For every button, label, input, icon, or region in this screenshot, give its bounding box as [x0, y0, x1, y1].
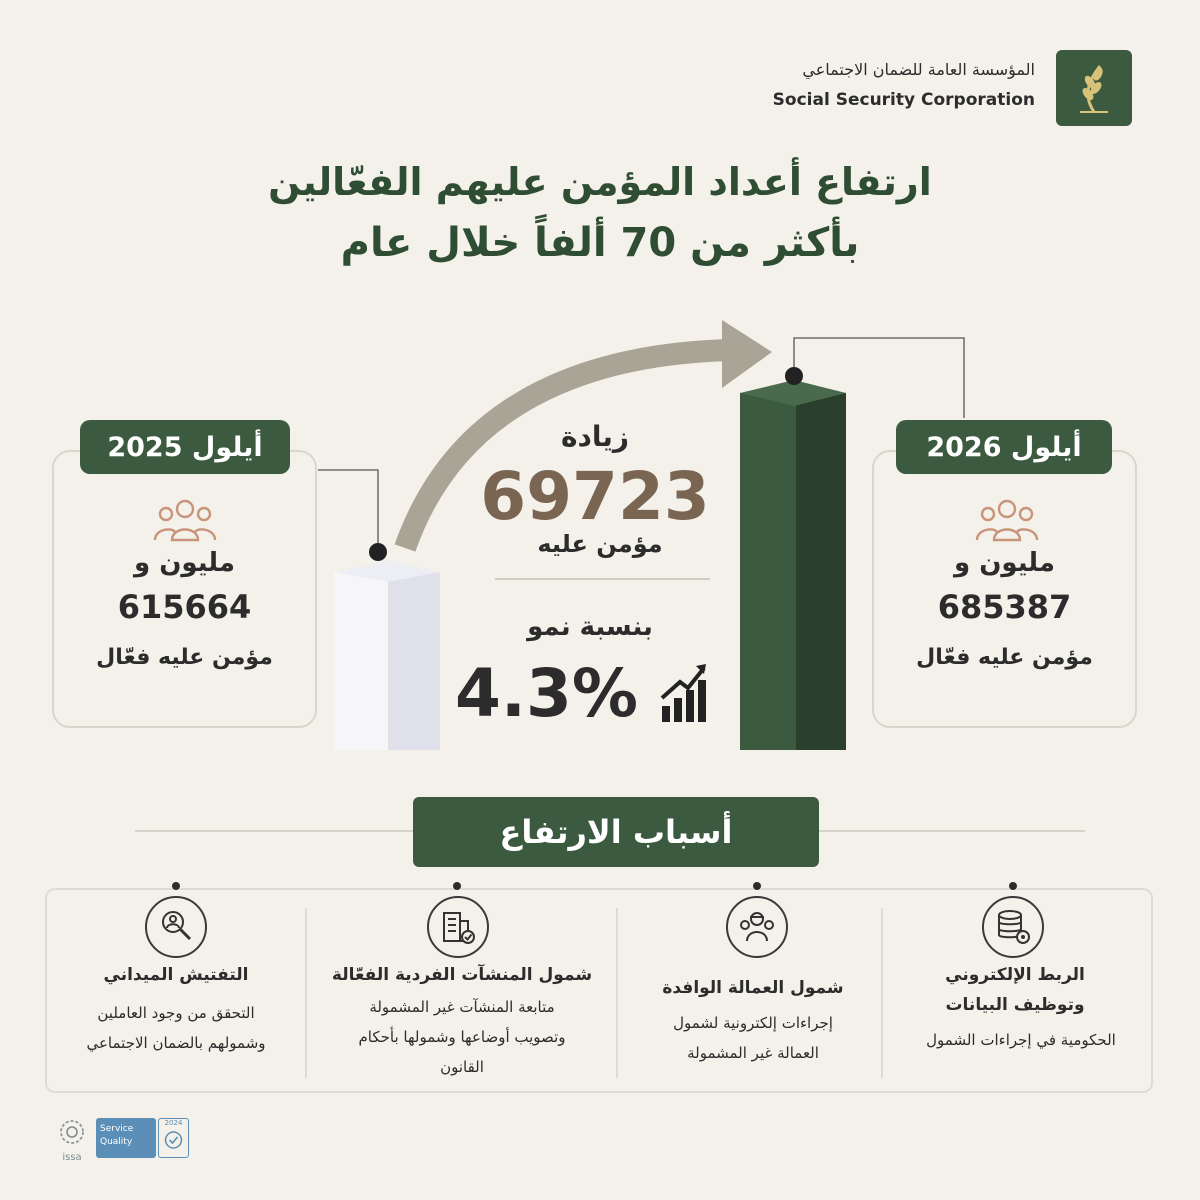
- card-2025-number: 615664: [117, 588, 252, 626]
- badge-line1: Service: [100, 1124, 134, 1134]
- reason-1-title-2: وتوظيف البيانات: [945, 995, 1085, 1015]
- badge-line2: Quality: [100, 1137, 133, 1147]
- growth-label: بنسبة نمو: [527, 612, 653, 642]
- database-gear-icon: [982, 896, 1044, 958]
- service-quality-badge: [96, 1118, 191, 1158]
- workers-icon: [726, 896, 788, 958]
- reason-4-desc-2: وشمولهم بالضمان الاجتماعي: [86, 1034, 266, 1052]
- group-icon: [972, 496, 1042, 546]
- bar-2026: [740, 380, 846, 750]
- bar-2025: [334, 560, 440, 750]
- org-name-arabic: المؤسسة العامة للضمان الاجتماعي: [802, 60, 1035, 79]
- reason-dot: [1009, 882, 1017, 890]
- group-icon: [150, 496, 220, 546]
- reason-4-desc-1: التحقق من وجود العاملين: [97, 1004, 255, 1022]
- check-icon: [159, 1127, 188, 1153]
- increase-unit: مؤمن عليه: [537, 530, 663, 558]
- column-divider: [305, 908, 307, 1078]
- reason-dot: [753, 882, 761, 890]
- reason-1-title-1: الربط الإلكتروني: [945, 965, 1085, 985]
- period-pill-2025: أيلول 2025: [80, 420, 290, 474]
- card-2025-million: مليون و: [133, 548, 236, 578]
- growth-chart-icon: [658, 660, 708, 725]
- badge-year: 2024: [164, 1119, 183, 1127]
- card-2026-number: 685387: [937, 588, 1072, 626]
- increase-value: 69723: [480, 458, 710, 535]
- reason-2-desc-1: إجراءات إلكترونية لشمول: [673, 1014, 833, 1032]
- reasons-title: أسباب الارتفاع: [413, 797, 819, 867]
- increase-label: زيادة: [560, 420, 630, 453]
- card-2026-label: مؤمن عليه فعّال: [916, 645, 1093, 670]
- reason-1-desc-1: الحكومية في إجراءات الشمول: [926, 1031, 1116, 1049]
- column-divider: [616, 908, 618, 1078]
- org-name-english: Social Security Corporation: [772, 90, 1035, 110]
- building-check-icon: [427, 896, 489, 958]
- headline-line2: بأكثر من 70 ألفاً خلال عام: [340, 220, 860, 266]
- issa-label: issa: [62, 1152, 82, 1163]
- reason-dot: [453, 882, 461, 890]
- reason-dot: [172, 882, 180, 890]
- arrow-head: [722, 320, 772, 388]
- card-2025-label: مؤمن عليه فعّال: [96, 645, 273, 670]
- card-2026-million: مليون و: [953, 548, 1056, 578]
- reason-4-title: التفتيش الميداني: [103, 965, 249, 985]
- reason-3-title: شمول المنشآت الفردية الفعّالة: [331, 965, 593, 985]
- growth-value: 4.3%: [455, 655, 639, 732]
- search-person-icon: [145, 896, 207, 958]
- reason-2-title: شمول العمالة الوافدة: [662, 978, 844, 998]
- period-pill-2026: أيلول 2026: [896, 420, 1112, 474]
- reason-3-desc-3: القانون: [440, 1058, 484, 1076]
- headline-line1: ارتفاع أعداد المؤمن عليهم الفعّالين: [268, 160, 932, 204]
- issa-logo: [55, 1118, 89, 1162]
- reason-2-desc-2: العمالة غير المشمولة: [687, 1044, 819, 1062]
- reason-3-desc-1: متابعة المنشآت غير المشمولة: [369, 998, 555, 1016]
- stats-divider: [495, 578, 710, 580]
- reason-3-desc-2: وتصويب أوضاعها وشمولها بأحكام: [358, 1028, 566, 1046]
- column-divider: [881, 908, 883, 1078]
